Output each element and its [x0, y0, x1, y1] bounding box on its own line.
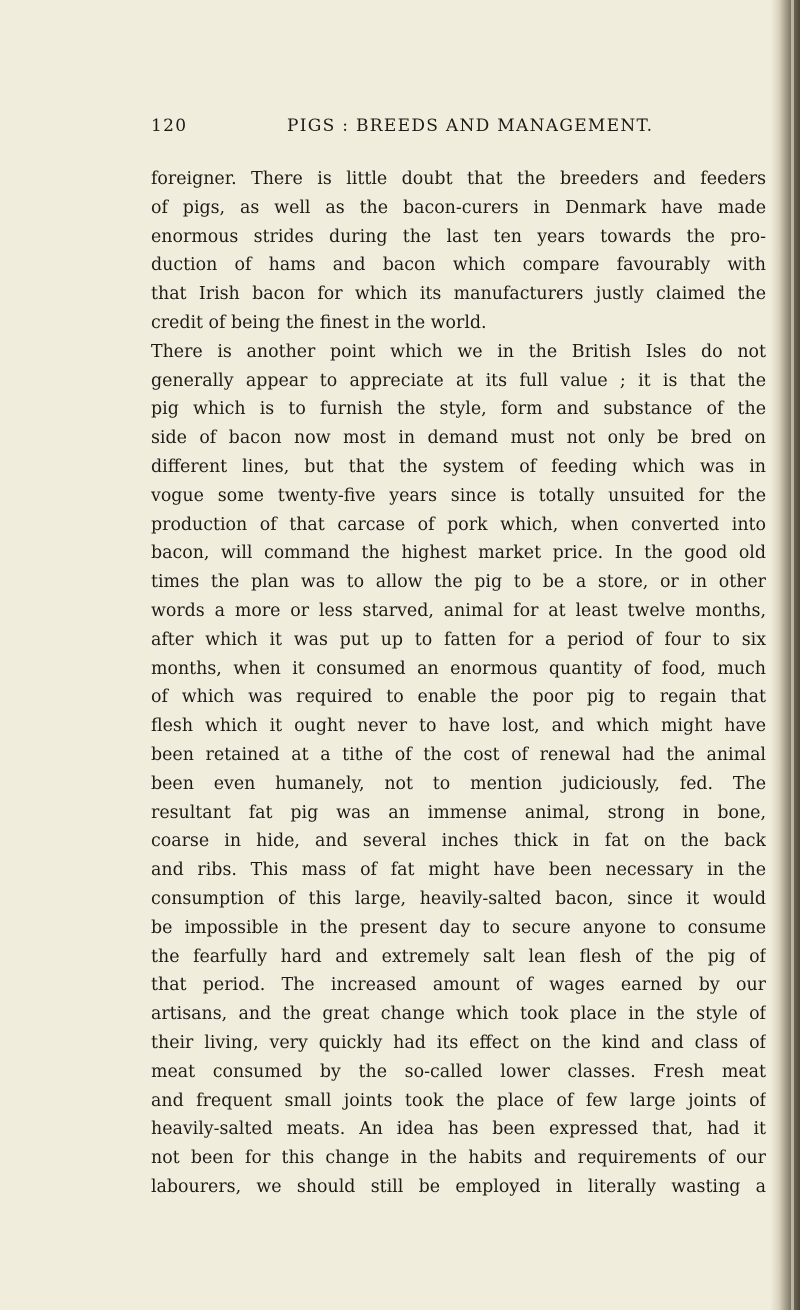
text-line: months, when it consumed an enormous quantity of food, much	[151, 658, 766, 679]
text-line: meat consumed by the so-called lower classes. Fresh meat	[151, 1061, 766, 1082]
text-line: words a more or less starved, animal for at least twelve months,	[151, 600, 766, 621]
running-head: PIGS : BREEDS AND MANAGEMENT.	[287, 116, 654, 136]
text-line: of pigs, as well as the bacon-curers in Denmark have made	[151, 197, 766, 218]
text-line: duction of hams and bacon which compare favourably with	[151, 255, 766, 276]
text-line: different lines, but that the system of feeding which was in	[151, 456, 766, 477]
text-line: pig which is to furnish the style, form and substance of the	[151, 399, 766, 420]
text-line: after which it was put up to fatten for a period of four to six	[151, 629, 766, 650]
text-line: that Irish bacon for which its manufacturers justly claimed the	[151, 284, 766, 305]
page-edge-shadow	[770, 0, 800, 1310]
text-line: enormous strides during the last ten years towards the pro-	[151, 226, 766, 247]
page-header	[151, 116, 766, 140]
text-line: resultant fat pig was an immense animal, strong in bone,	[151, 802, 766, 823]
text-line: their living, very quickly had its effect on the kind and class of	[151, 1032, 766, 1053]
text-line: and ribs. This mass of fat might have been necessary in the	[151, 860, 766, 881]
text-line: the fearfully hard and extremely salt lean flesh of the pig of	[151, 946, 766, 967]
text-line: coarse in hide, and several inches thick in fat on the back	[151, 831, 766, 852]
text-line: be impossible in the present day to secure anyone to consume	[151, 917, 766, 938]
page-number: 120	[151, 116, 188, 136]
text-line: of which was required to enable the poor pig to regain that	[151, 687, 766, 708]
text-line: production of that carcase of pork which, when converted into	[151, 514, 766, 535]
text-line: bacon, will command the highest market price. In the good old	[151, 543, 766, 564]
text-line: been even humanely, not to mention judiciously, fed. The	[151, 773, 766, 794]
text-line: not been for this change in the habits and requirements of our	[151, 1148, 766, 1169]
text-line: vogue some twenty-five years since is totally unsuited for the	[151, 485, 766, 506]
text-line: generally appear to appreciate at its full value ; it is that the	[151, 370, 766, 391]
text-line: flesh which it ought never to have lost, and which might have	[151, 716, 766, 737]
text-line: been retained at a tithe of the cost of renewal had the animal	[151, 744, 766, 765]
text-line: foreigner. There is little doubt that the breeders and feeders	[151, 169, 766, 189]
text-line: that period. The increased amount of wages earned by our	[151, 975, 766, 996]
body-text	[151, 165, 766, 1202]
text-line: and frequent small joints took the place of few large joints of	[151, 1090, 766, 1111]
text-line: labourers, we should still be employed in literally wasting a	[151, 1176, 766, 1197]
text-line: heavily-salted meats. An idea has been expressed that, had it	[151, 1119, 766, 1140]
text-line: artisans, and the great change which took place in the style of	[151, 1004, 766, 1025]
text-line: consumption of this large, heavily-salted bacon, since it would	[151, 888, 766, 909]
text-line: times the plan was to allow the pig to be a store, or in other	[151, 572, 766, 593]
paragraph-start-line: There is another point which we in the British Isles do not	[151, 341, 766, 362]
paragraph-end-line: credit of being the finest in the world.	[151, 312, 487, 333]
text-line: side of bacon now most in demand must not only be bred on	[151, 428, 766, 449]
